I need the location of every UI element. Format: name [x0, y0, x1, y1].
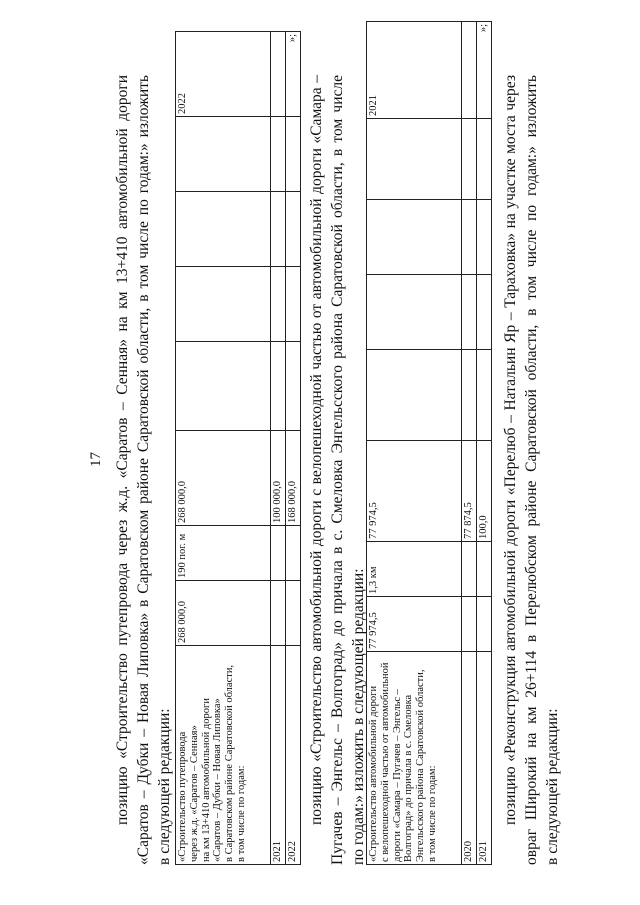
- empty-cell: [271, 526, 286, 581]
- name-line: через ж.д. «Саратов – Сенная»: [188, 725, 200, 862]
- empty-cell: [476, 119, 491, 200]
- empty-cell: [476, 275, 491, 350]
- cost-cell: 268 000,0: [176, 431, 271, 526]
- empty-cell: [462, 200, 477, 275]
- name-line: Энгельсского района Саратовской области,: [415, 669, 427, 862]
- total-cell: 268 000,0: [176, 581, 271, 646]
- object-name-cell: [367, 652, 462, 865]
- empty-cell: [285, 192, 300, 267]
- intro-line: Пугачев – Энгельс – Волгоград» до причала в с. Смеловка Энгельсского района Саратовской области, в том числе: [329, 75, 346, 865]
- cost-cell: 77 974,5: [367, 441, 462, 542]
- value-cell: 168 000,0: [285, 431, 300, 526]
- name-line: «Саратов – Дубки – Новая Липовка»: [212, 698, 224, 862]
- empty-cell: [271, 117, 286, 192]
- table-row: [476, 22, 491, 865]
- empty-cell: [176, 267, 271, 342]
- empty-cell: [271, 32, 286, 117]
- intro-line: в следующей редакции:: [544, 708, 561, 865]
- empty-cell: [462, 22, 477, 119]
- empty-cell: [285, 267, 300, 342]
- intro-line: овраг Широкий на км 26+114 в Перелюбском районе Саратовской области, в том числе по годам:» изложить: [523, 75, 540, 865]
- intro-line: по годам:» изложить в следующей редакции:: [350, 568, 367, 865]
- empty-cell: [476, 350, 491, 441]
- name-line: в том числе по годам:: [235, 765, 247, 862]
- capacity-cell: 190 пог. м: [176, 526, 271, 581]
- intro-line: позицию «Реконструкция автомобильной дороги «Перелюб – Натальин Яр – Тараховка» на участке моста через: [502, 75, 519, 825]
- name-line: на км 13+410 автомобильной дороги: [200, 698, 212, 862]
- name-line: Волгоград» до причала в с. Смеловка: [403, 694, 415, 862]
- closing-mark: »;: [285, 32, 300, 117]
- empty-cell: [285, 342, 300, 431]
- empty-cell: [271, 581, 286, 646]
- section2-intro: [306, 75, 369, 865]
- empty-cell: [271, 267, 286, 342]
- year-cell: 2022: [285, 646, 300, 865]
- section1-intro: [112, 75, 175, 865]
- empty-cell: [271, 342, 286, 431]
- empty-cell: [367, 119, 462, 200]
- name-line: «Строительство автомобильной дороги: [368, 685, 379, 862]
- empty-cell: [176, 192, 271, 267]
- empty-cell: [367, 275, 462, 350]
- name-line: в том числе по годам:: [426, 765, 438, 862]
- empty-cell: [476, 597, 491, 652]
- page-number: 17: [88, 452, 104, 467]
- empty-cell: [176, 117, 271, 192]
- empty-cell: [285, 117, 300, 192]
- year-end-cell: 2022: [176, 32, 271, 117]
- capacity-cell: 1,3 км: [367, 542, 462, 597]
- empty-cell: [462, 119, 477, 200]
- value-cell: 100 000,0: [271, 431, 286, 526]
- empty-cell: [462, 542, 477, 597]
- intro-line: в следующей редакции:: [156, 708, 173, 865]
- empty-cell: [271, 192, 286, 267]
- empty-cell: [462, 350, 477, 441]
- empty-cell: [176, 342, 271, 431]
- year-end-cell: 2021: [367, 22, 462, 119]
- value-cell: 100,0: [476, 441, 491, 542]
- object-name-cell: [176, 646, 271, 865]
- table-row: [285, 32, 300, 865]
- table-row: [462, 22, 477, 865]
- empty-cell: [367, 350, 462, 441]
- name-line: «Строительство путепровода: [177, 731, 188, 862]
- intro-line: позицию «Строительство путепровода через ж.д. «Саратов – Сенная» на км 13+410 автомобильной дороги: [114, 75, 131, 825]
- year-cell: 2020: [462, 652, 477, 865]
- closing-mark: »;: [476, 22, 491, 119]
- empty-cell: [285, 526, 300, 581]
- name-line: с велопешеходной частью от автомобильной: [379, 662, 391, 862]
- section1-table: [175, 31, 301, 865]
- intro-line: «Саратов – Дубки – Новая Липовка» в Саратовском районе Саратовской области, в том числе по годам:» изложить: [135, 75, 152, 865]
- name-line: в Саратовском районе Саратовской области,: [224, 664, 236, 862]
- empty-cell: [462, 597, 477, 652]
- empty-cell: [476, 200, 491, 275]
- section3-intro: [500, 75, 563, 865]
- value-cell: 77 874,5: [462, 441, 477, 542]
- year-cell: 2021: [271, 646, 286, 865]
- name-line: дороги «Самара – Пугачев – Энгельс –: [391, 689, 403, 862]
- section2-table: [366, 21, 492, 865]
- intro-line: позицию «Строительство автомобильной дороги с велопешеходной частью от автомобильной дороги «Самара –: [308, 75, 325, 825]
- empty-cell: [285, 581, 300, 646]
- empty-cell: [476, 542, 491, 597]
- year-cell: 2021: [476, 652, 491, 865]
- total-cell: 77 974,5: [367, 597, 462, 652]
- empty-cell: [367, 200, 462, 275]
- empty-cell: [462, 275, 477, 350]
- table-row: [271, 32, 286, 865]
